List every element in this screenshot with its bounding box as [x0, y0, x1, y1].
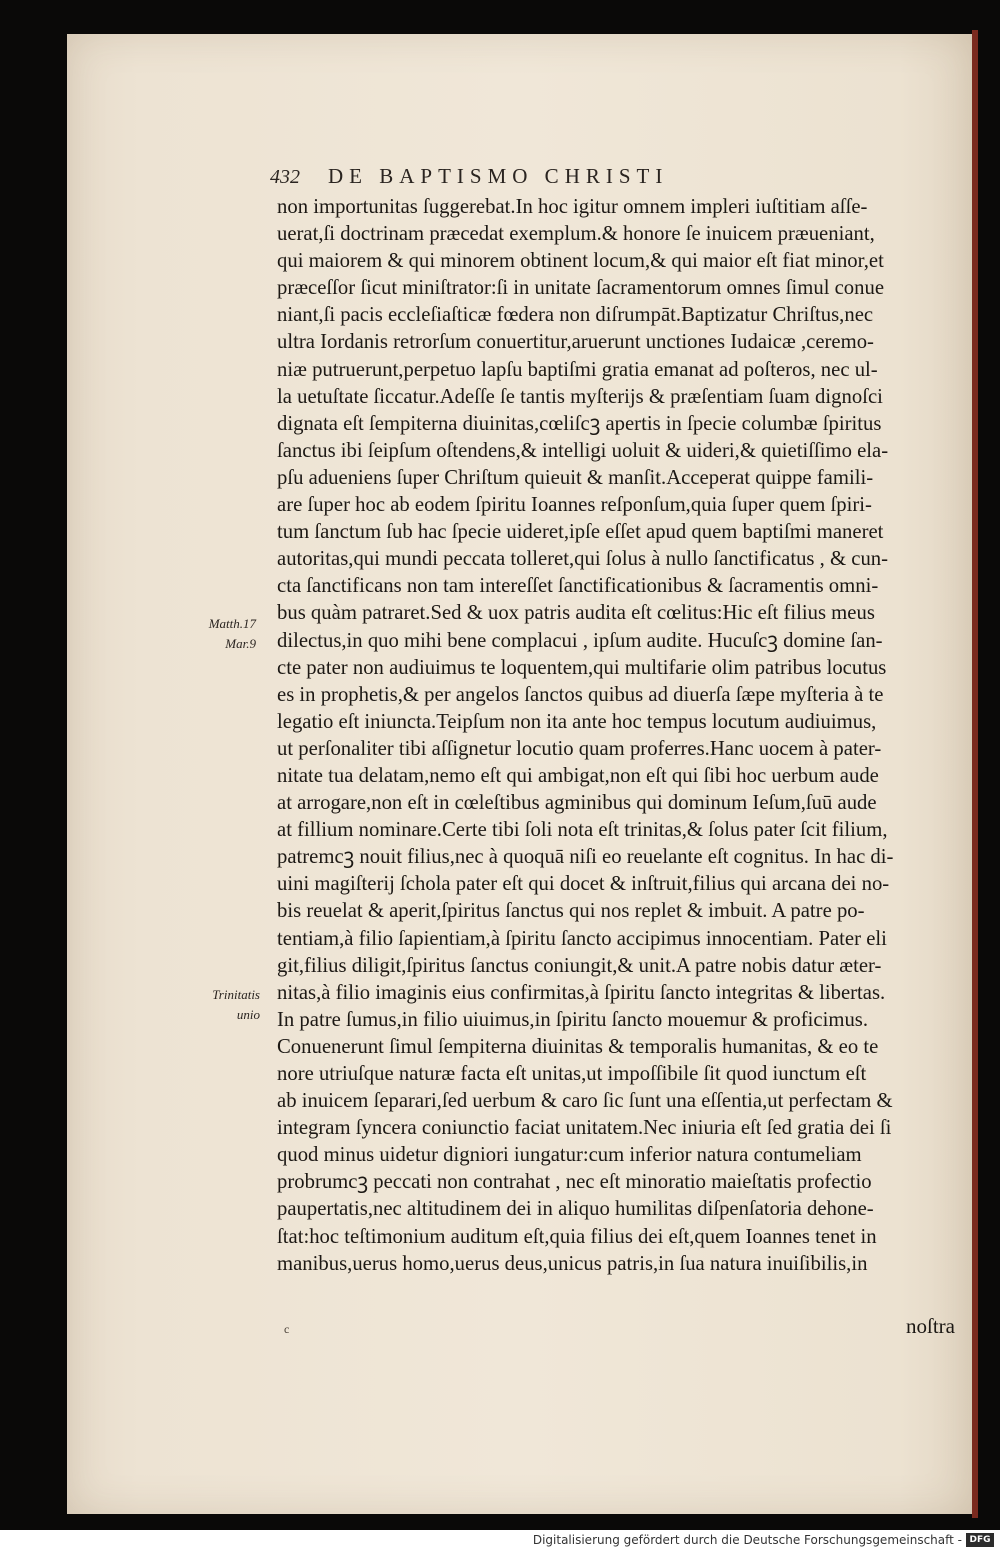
text-line: manibus,uerus homo,uerus deus,unicus patris,in ſua natura inuiſibilis,in — [277, 1250, 868, 1275]
catchword: noſtra — [906, 1314, 955, 1338]
text-line: ut perſonaliter tibi aſſignetur locutio quam proferres.Hanc uocem à pater- — [277, 735, 882, 760]
body-text — [277, 193, 977, 1277]
text-line: paupertatis,nec altitudinem dei in aliquo humilitas diſpenſatoria dehone- — [277, 1196, 874, 1221]
text-line: probrumcꝫ peccati non contrahat , nec eſt minoratio maieſtatis profectio — [277, 1169, 872, 1194]
text-line: ſtat:hoc teſtimonium auditum eſt,quia filius dei eſt,quem Ioannes tenet in — [277, 1223, 877, 1248]
margin-note-trinity — [200, 985, 260, 1025]
text-line: tentiam,à filio ſapientiam,à ſpiritu ſancto accipimus innocentiam. Pater eli — [277, 925, 887, 950]
text-line: at arrogare,non eſt in cœleſtibus agminibus qui dominum Ieſum,ſuū aude — [277, 790, 877, 815]
dfg-logo-icon: DFG — [966, 1533, 994, 1547]
text-line: legatio eſt iniuncta.Teipſum non ita ante hoc tempus locutum audiuimus, — [277, 708, 877, 733]
text-line: ſanctus ibi ſeipſum oſtendens,& intelligi uoluit & uideri,& quietiſſimo ela- — [277, 437, 889, 462]
margin-note-scripture-reference — [196, 614, 256, 654]
text-line: bus quàm patraret.Sed & uox patris audita eſt cœlitus:Hic eſt filius meus — [277, 600, 875, 625]
text-line: non importunitas ſuggerebat.In hoc igitur omnem impleri iuſtitiam aſſe- — [277, 194, 868, 218]
text-line: git,filius diligit,ſpiritus ſanctus coniungit,& unit.A patre nobis datur æter- — [277, 952, 882, 977]
running-head — [270, 160, 830, 190]
text-line: at fillium nominare.Certe tibi ſoli nota eſt trinitas,& ſolus pater ſcit filium, — [277, 817, 888, 842]
text-line: uini magiſterij ſchola pater eſt qui docet & inſtruit,filius qui arcana dei no- — [277, 871, 890, 896]
text-line: ultra Iordanis retrorſum conuertitur,aruerunt unctiones Iudaicæ ,ceremo- — [277, 329, 874, 354]
text-line: tum ſanctum ſub hac ſpecie uideret,ipſe eſſet apud quem baptiſmi maneret — [277, 519, 884, 544]
margin-note-line: Trinitatis — [212, 987, 260, 1002]
text-line: dilectus,in quo mihi bene complacui , ipſum audite. Hucuſcꝫ domine ſan- — [277, 627, 883, 652]
text-line: nore utriuſque naturæ facta eſt unitas,ut impoſſibile ſit quod iunctum eſt — [277, 1061, 867, 1085]
text-line: bis reuelat & aperit,ſpiritus ſanctus qui nos replet & imbuit. A patre po- — [277, 898, 865, 923]
margin-note-line: Mar.9 — [225, 636, 256, 651]
text-line: autoritas,qui mundi peccata tolleret,qui ſolus à nullo ſanctificatus , & cun- — [277, 546, 889, 571]
text-line: nitas,à filio imaginis eius confirmitas,à ſpiritu ſancto integritas & libertas. — [277, 979, 886, 1004]
signature-mark: c — [284, 1322, 290, 1336]
text-line: qui maiorem & qui minorem obtinent locum,& qui maior eſt fiat minor,et — [277, 248, 884, 273]
text-line: dignata eſt ſempiterna diuinitas,cœliſcꝫ apertis in ſpecie columbæ ſpiritus — [277, 410, 882, 435]
text-line: In patre ſumus,in filio uiuimus,in ſpiritu ſancto mouemur & proficimus. — [277, 1006, 869, 1031]
text-line: pſu adueniens ſuper Chriſtum quieuit & manſit.Acceperat quippe famili- — [277, 464, 874, 489]
text-line: are ſuper hoc ab eodem ſpiritu Ioannes reſponſum,quia ſuper quem ſpiri- — [277, 492, 872, 517]
text-line: Conuenerunt ſimul ſempiterna diuinitas & temporalis humanitas, & eo te — [277, 1033, 879, 1058]
text-line: patremcꝫ nouit filius,nec à quoquā niſi eo reuelante eſt cognitus. In hac di- — [277, 844, 894, 869]
margin-note-line: unio — [236, 1007, 260, 1022]
funding-credit: Digitalisierung gefördert durch die Deutsche Forschungsgemeinschaft - — [532, 1533, 962, 1547]
text-line: cte pater non audiuimus te loquentem,qui multifarie olim patribus locutus — [277, 654, 887, 679]
text-line: niant,ſi pacis eccleſiaſticæ fœdera non diſrumpāt.Baptizatur Chriſtus,nec — [277, 302, 874, 327]
text-line: præceſſor ſicut miniſtrator:ſi in unitate ſacramentorum omnes ſimul conue — [277, 275, 885, 300]
digitization-footer — [0, 1530, 1000, 1551]
running-title: DE BAPTISMO CHRISTI — [328, 164, 669, 188]
text-line: nitate tua delatam,nemo eſt qui ambigat,non eſt qui ſibi hoc uerbum aude — [277, 762, 879, 787]
text-line: la uetuſtate ſiccatur.Adeſſe ſe tantis myſterijs & præſentiam ſuam dignoſci — [277, 383, 883, 408]
text-line: quod minus uidetur digniori iungatur:cum inferior natura contumeliam — [277, 1142, 862, 1167]
margin-note-line: Matth.17 — [208, 616, 256, 631]
page-number: 432 — [270, 166, 300, 188]
text-line: integram ſyncera coniunctio faciat unitatem.Nec iniuria eſt ſed gratia dei ſi — [277, 1115, 892, 1140]
text-line: cta ſanctificans non tam intereſſet ſanctificationibus & ſacramentis omni- — [277, 573, 879, 598]
text-line: ab inuicem ſeparari,ſed uerbum & caro ſic ſunt una eſſentia,ut perfectam & — [277, 1088, 893, 1113]
text-line: niæ putruerunt,perpetuo lapſu baptiſmi gratia emanat ad poſteros, nec ul- — [277, 356, 878, 381]
text-line: es in prophetis,& per angelos ſanctos quibus ad diuerſa ſæpe myſteria à te — [277, 681, 884, 706]
text-line: uerat,ſi doctrinam præcedat exemplum.& honore ſe inuicem præueniant, — [277, 221, 875, 246]
